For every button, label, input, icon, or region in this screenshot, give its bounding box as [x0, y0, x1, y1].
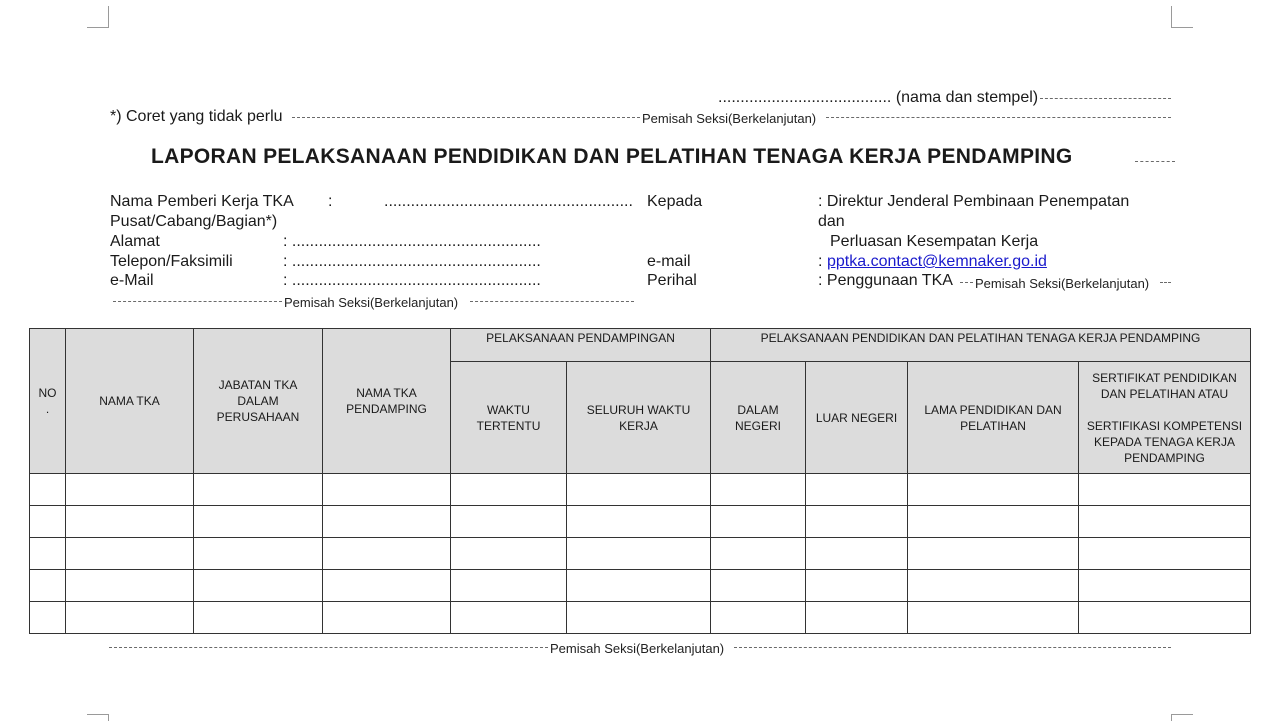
- header-certain-time: WAKTU TERTENTU: [451, 362, 567, 474]
- subject-value: : Penggunaan TKA: [818, 272, 953, 289]
- table-cell[interactable]: [1079, 570, 1251, 602]
- table-cell[interactable]: [908, 474, 1079, 506]
- table-cell[interactable]: [66, 538, 194, 570]
- table-cell[interactable]: [66, 506, 194, 538]
- table-cell[interactable]: [806, 538, 908, 570]
- section-break-line: [470, 301, 634, 302]
- table-cell[interactable]: [567, 474, 711, 506]
- table-row: [30, 474, 1251, 506]
- table-row: [30, 570, 1251, 602]
- table-cell[interactable]: [567, 506, 711, 538]
- table-cell[interactable]: [567, 570, 711, 602]
- table-cell[interactable]: [194, 538, 323, 570]
- table-cell[interactable]: [194, 506, 323, 538]
- section-break-line: [734, 647, 1171, 648]
- table-cell[interactable]: [66, 474, 194, 506]
- table-cell[interactable]: [30, 474, 66, 506]
- section-break-label: Pemisah Seksi(Berkelanjutan): [284, 295, 459, 310]
- header-group-companion: PELAKSANAAN PENDAMPINGAN: [451, 329, 711, 362]
- table-cell[interactable]: [30, 506, 66, 538]
- table-cell[interactable]: [1079, 506, 1251, 538]
- table-cell[interactable]: [66, 570, 194, 602]
- table-cell[interactable]: [323, 506, 451, 538]
- email-label: e-Mail: [110, 272, 154, 289]
- table-cell[interactable]: [451, 506, 567, 538]
- table-cell[interactable]: [194, 602, 323, 634]
- section-break-line: [1160, 282, 1171, 283]
- section-break-line: [109, 647, 548, 648]
- table-cell[interactable]: [711, 570, 806, 602]
- employer-name-colon: :: [328, 193, 333, 210]
- table-cell[interactable]: [323, 538, 451, 570]
- table-cell[interactable]: [711, 506, 806, 538]
- contact-email-colon: :: [818, 253, 823, 270]
- table-cell[interactable]: [806, 474, 908, 506]
- recipient-value-line3: Perluasan Kesempatan Kerja: [830, 233, 1039, 250]
- table-cell[interactable]: [323, 570, 451, 602]
- table-cell[interactable]: [567, 602, 711, 634]
- table-row: [30, 602, 1251, 634]
- section-break-label: Pemisah Seksi(Berkelanjutan): [642, 111, 817, 126]
- employer-name-label: Nama Pemberi Kerja TKA: [110, 193, 294, 210]
- table-cell[interactable]: [806, 506, 908, 538]
- dotted-line: [1040, 98, 1171, 99]
- dotted-line: [1135, 161, 1175, 162]
- phone-label: Telepon/Faksimili: [110, 253, 233, 270]
- recipient-label: Kepada: [647, 193, 703, 210]
- header-tka-position: JABATAN TKA DALAM PERUSAHAAN: [194, 329, 323, 474]
- table-row: [30, 506, 1251, 538]
- table-cell[interactable]: [1079, 602, 1251, 634]
- recipient-value-line2: dan: [818, 213, 845, 230]
- document-title: LAPORAN PELAKSANAAN PENDIDIKAN DAN PELATIHAN TENAGA KERJA PENDAMPING: [151, 145, 1073, 168]
- table-cell[interactable]: [323, 474, 451, 506]
- table-cell[interactable]: [806, 570, 908, 602]
- strike-note: *) Coret yang tidak perlu: [110, 108, 283, 125]
- table-cell[interactable]: [323, 602, 451, 634]
- table-cell[interactable]: [567, 538, 711, 570]
- header-abroad: LUAR NEGERI: [806, 362, 908, 474]
- page-corner-mark: [87, 6, 109, 28]
- section-break-label: Pemisah Seksi(Berkelanjutan): [975, 276, 1150, 291]
- table-cell[interactable]: [451, 538, 567, 570]
- header-no: NO .: [30, 329, 66, 474]
- contact-email-link[interactable]: pptka.contact@kemnaker.go.id: [827, 253, 1047, 270]
- table-cell[interactable]: [711, 538, 806, 570]
- header-certificate: SERTIFIKAT PENDIDIKAN DAN PELATIHAN ATAU SERTIFIKASI KOMPETENSI KEPADA TENAGA KERJA PENDAMPING: [1079, 362, 1251, 474]
- table-cell[interactable]: [1079, 538, 1251, 570]
- section-break-line: [113, 301, 282, 302]
- table-cell[interactable]: [1079, 474, 1251, 506]
- signature-line: ....................................... (nama dan stempel): [718, 89, 1039, 106]
- table-cell[interactable]: [908, 538, 1079, 570]
- table-cell[interactable]: [30, 570, 66, 602]
- table-cell[interactable]: [711, 474, 806, 506]
- table-cell[interactable]: [194, 570, 323, 602]
- table-cell[interactable]: [66, 602, 194, 634]
- section-break-label: Pemisah Seksi(Berkelanjutan): [550, 641, 725, 656]
- header-tka-name: NAMA TKA: [66, 329, 194, 474]
- header-companion-name: NAMA TKA PENDAMPING: [323, 329, 451, 474]
- table-cell[interactable]: [451, 602, 567, 634]
- table-cell[interactable]: [711, 602, 806, 634]
- address-value[interactable]: : ........................................................: [283, 233, 541, 250]
- header-training-duration: LAMA PENDIDIKAN DAN PELATIHAN: [908, 362, 1079, 474]
- table-cell[interactable]: [194, 474, 323, 506]
- table-cell[interactable]: [30, 602, 66, 634]
- contact-email-label: e-mail: [647, 253, 691, 270]
- employer-name-value[interactable]: ........................................................: [384, 193, 633, 210]
- phone-value[interactable]: : ........................................................: [283, 253, 541, 270]
- branch-label: Pusat/Cabang/Bagian*): [110, 213, 278, 230]
- header-full-work-time: SELURUH WAKTU KERJA: [567, 362, 711, 474]
- table-cell[interactable]: [451, 474, 567, 506]
- table-cell[interactable]: [908, 602, 1079, 634]
- table-cell[interactable]: [30, 538, 66, 570]
- section-break-line: [960, 282, 973, 283]
- table-cell[interactable]: [806, 602, 908, 634]
- section-break-line: [826, 117, 1171, 118]
- header-domestic: DALAM NEGERI: [711, 362, 806, 474]
- address-label: Alamat: [110, 233, 160, 250]
- email-value[interactable]: : ........................................................: [283, 272, 541, 289]
- table-row: [30, 538, 1251, 570]
- page-corner-mark: [1171, 6, 1193, 28]
- table-cell[interactable]: [451, 570, 567, 602]
- recipient-value-line1: : Direktur Jenderal Pembinaan Penempatan: [818, 193, 1130, 210]
- subject-label: Perihal: [647, 272, 697, 289]
- table-cell[interactable]: [908, 570, 1079, 602]
- header-group-training: PELAKSANAAN PENDIDIKAN DAN PELATIHAN TENAGA KERJA PENDAMPING: [711, 329, 1251, 362]
- report-table: [29, 328, 1251, 634]
- section-break-line: [292, 117, 640, 118]
- table-cell[interactable]: [908, 506, 1079, 538]
- table-body: [30, 474, 1251, 634]
